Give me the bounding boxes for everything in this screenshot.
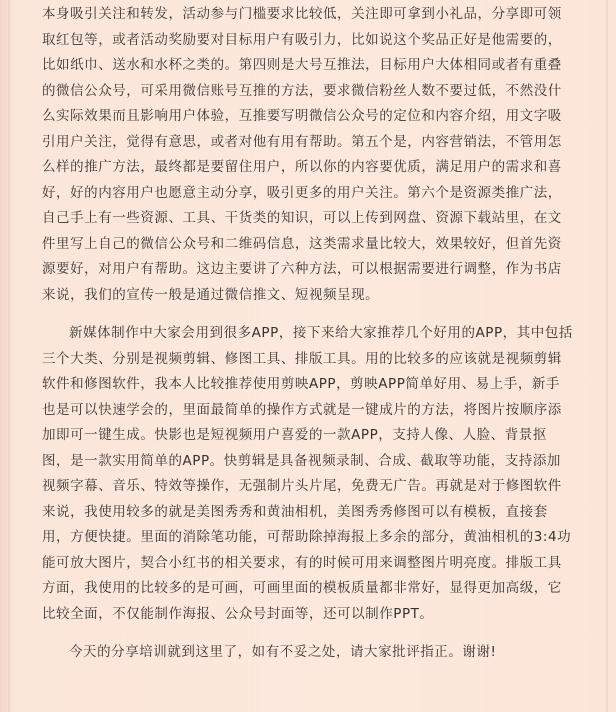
text-line: 新媒体制作中大家会用到很多APP，接下来给大家推荐几个好用的APP，其中包括 [69,325,573,341]
text-line: 源要好，对用户有帮助。这边主要讲了六种方法，可以根据需要进行调整，作为书店 [42,261,562,277]
text-line: 加即可一键生成。快影也是短视频用户喜爱的一款APP，支持人像、人脸、背景抠 [42,427,547,443]
text-line: 来说，我使用较多的就是美图秀秀和黄油相机，美图秀秀修图可以有模板，直接套 [42,503,548,520]
text-line: 今天的分享培训就到这里了，如有不妥之处，请大家批评指正。谢谢! [69,644,497,660]
text-line: 自己手上有一些资源、工具、干货类的知识，可以上传到网盘、资源下载站里，在文 [42,210,562,226]
text-line: 本身吸引关注和转发，活动参与门槛要求比较低，关注即可拿到小礼品，分享即可领 [42,6,562,22]
text-line: 来说，我们的宣传一般是通过微信推文、短视频呈现。 [42,286,380,303]
text-line: 用，方便快捷。里面的消除笔功能，可帮助除掉海报上多余的部分，黄油相机的3:4功 [42,529,572,545]
paragraph-app-recommendations [42,321,586,627]
text-line: 件里写上自己的微信公众号和二维码信息，这类需求量比较大，效果较好，但首先资 [42,235,562,252]
text-line: 比如纸巾、送水和水杯之类的。第四则是大号互推法，目标用户大体相同或者有重叠 [42,57,562,73]
text-line: 方面，我使用的比较多的是可画，可画里面的模板质量都非常好，显得更加高级，它 [42,580,562,596]
text-line: 视频字幕、音乐、特效等操作，无强制片头片尾，免费无广告。再就是对于修图软件 [42,478,562,494]
text-line: 比较全面，不仅能制作海报、公众号封面等，还可以制作PPT。 [42,605,434,622]
text-line: 三个大类、分别是视频剪辑、修图工具、排版工具。用的比较多的应该就是视频剪辑 [42,350,562,367]
text-line: 图，是一款实用简单的APP。快剪辑是具备视频录制、合成、截取等功能，支持添加 [42,452,561,469]
paragraph-promotion-methods [42,2,586,308]
text-line: 软件和修图软件，我本人比较推荐使用剪映APP，剪映APP简单好用、易上手，新手 [42,376,560,392]
text-line: 能可放大图片，契合小红书的相关要求，有的时候可用来调整图片明亮度。排版工具 [42,554,562,571]
article-body [42,2,586,666]
paragraph-closing [42,640,586,666]
text-line: 么实际效果而且影响用户体验，互推要写明微信公众号的定位和内容介绍，用文字吸 [42,108,562,124]
text-line: 引用户关注，觉得有意思，或者对他有用有帮助。第五个是，内容营销法，不管用怎 [42,133,562,150]
text-line: 好，好的内容用户也愿意主动分享，吸引更多的用户关注。第六个是资源类推广法， [42,184,562,201]
text-line: 取红包等，或者活动奖励要对目标用户有吸引力，比如说这个奖品正好是他需要的， [42,31,562,48]
text-line: 的微信公众号，可采用微信账号互推的方法，要求微信粉丝人数不要过低，不然没什 [42,82,562,99]
text-line: 么样的推广方法，最终都是要留住用户，所以你的内容要优质，满足用户的需求和喜 [42,159,562,175]
text-line: 也是可以快速学会的，里面最简单的操作方式就是一键成片的方法，将图片按顺序添 [42,401,562,418]
